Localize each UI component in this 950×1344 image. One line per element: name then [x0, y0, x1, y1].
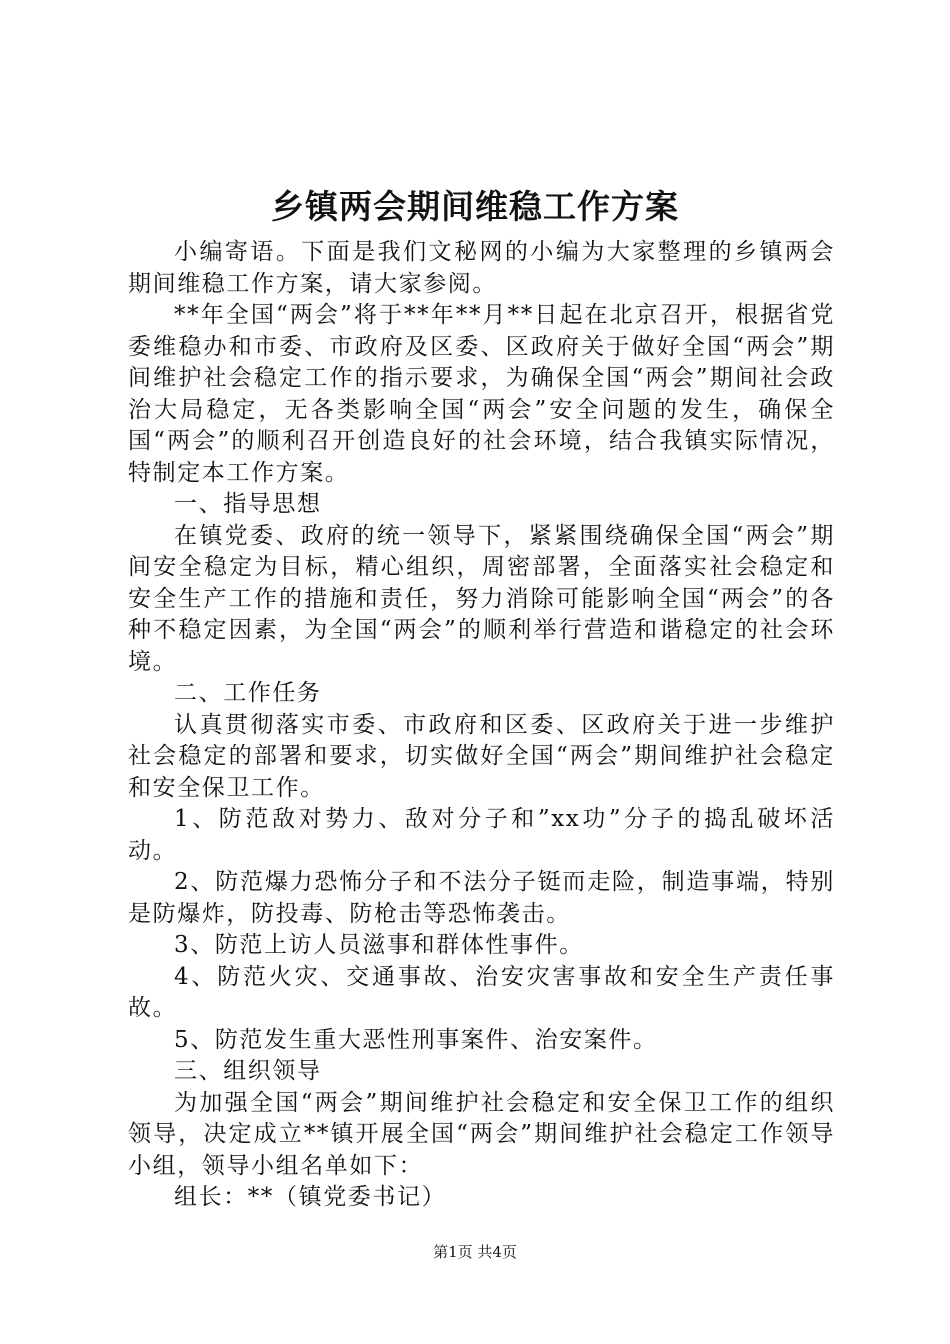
section-heading-organization: 三、组织领导 [174, 1058, 322, 1084]
paragraph-group-leader: 组长：**（镇党委书记） [174, 1184, 447, 1210]
list-item-task-5: 5、防范发生重大恶性刑事案件、治安案件。 [174, 1026, 658, 1053]
paragraph-organization: 为加强全国“两会”期间维护社会稳定和安全保卫工作的组织领导，决定成立**镇开展全国“两会”期间维护社会稳定工作领导小组，领导小组名单如下： [128, 1089, 835, 1179]
section-heading-guiding-thought: 一、指导思想 [174, 491, 322, 517]
list-item-task-3: 3、防范上访人员滋事和群体性事件。 [174, 932, 584, 958]
list-item-task-2: 2、防范爆力恐怖分子和不法分子铤而走险，制造事端，特别是防爆炸，防投毒、防枪击等恐怖袭击。 [128, 869, 835, 927]
section-heading-tasks: 二、工作任务 [174, 680, 322, 706]
document-body [128, 237, 835, 1214]
paragraph-guiding-thought: 在镇党委、政府的统一领导下，紧紧围绕确保全国“两会”期间安全稳定为目标，精心组织，周密部署，全面落实社会稳定和安全生产工作的措施和责任，努力消除可能影响全国“两会”的各种不稳定因素，为全国“两会”的顺利举行营造和谐稳定的社会环境。 [128, 522, 835, 675]
paragraph-tasks: 认真贯彻落实市委、市政府和区委、区政府关于进一步维护社会稳定的部署和要求，切实做好全国“两会”期间维护社会稳定和安全保卫工作。 [128, 711, 835, 801]
paragraph-intro: 小编寄语。下面是我们文秘网的小编为大家整理的乡镇两会期间维稳工作方案，请大家参阅。 [128, 239, 835, 297]
paragraph-background: **年全国“两会”将于**年**月**日起在北京召开，根据省党委维稳办和市委、市政府及区委、区政府关于做好全国“两会”期间维护社会稳定工作的指示要求，为确保全国“两会”期间社会政治大局稳定，无各类影响全国“两会”安全问题的发生，确保全国“两会”的顺利召开创造良好的社会环境，结合我镇实际情况，特制定本工作方案。 [128, 302, 835, 486]
list-item-task-4: 4、防范火灾、交通事故、治安灾害事故和安全生产责任事故。 [128, 963, 835, 1021]
list-item-task-1: 1、防范敌对势力、敌对分子和”xx功”分子的捣乱破坏活动。 [128, 806, 835, 864]
page-number-footer: 第1页 共4页 [433, 1243, 517, 1261]
document-title: 乡镇两会期间维稳工作方案 [271, 187, 679, 226]
